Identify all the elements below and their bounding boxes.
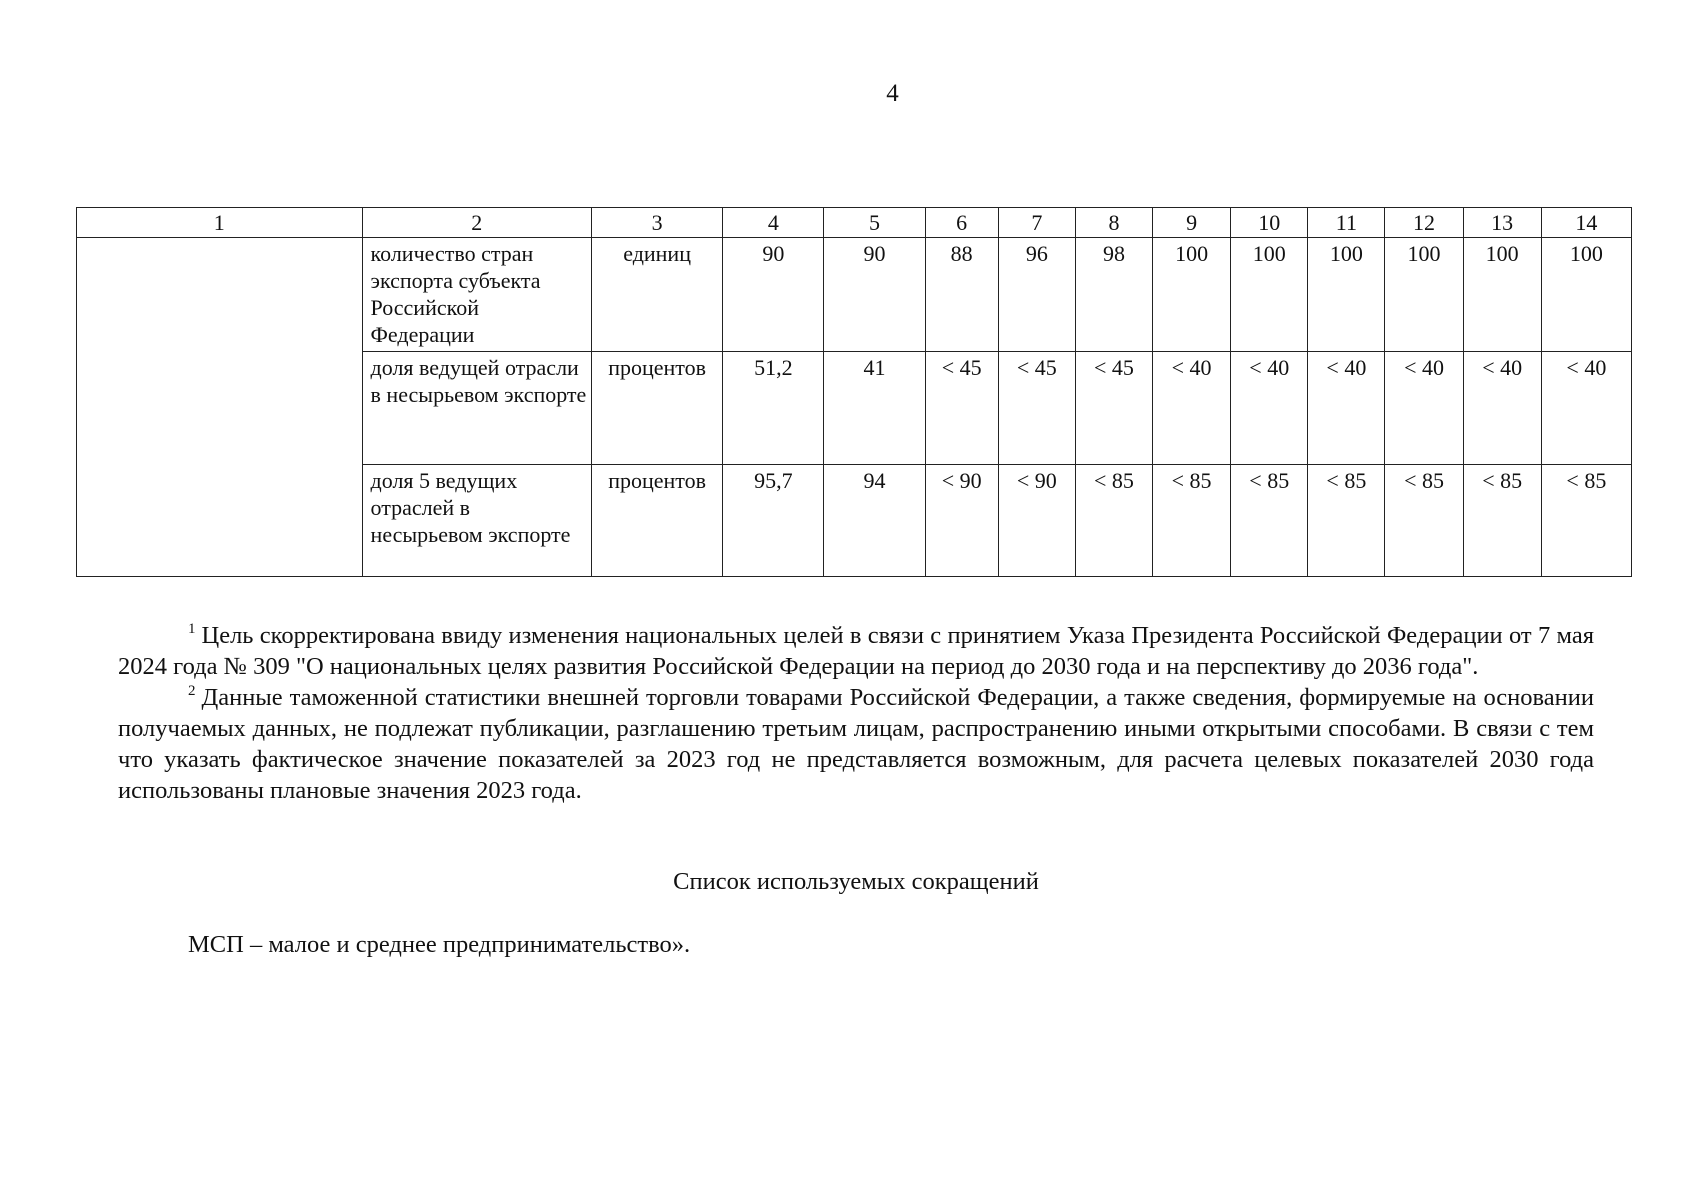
unit-cell: единиц bbox=[591, 238, 722, 352]
unit-cell: процентов bbox=[591, 465, 722, 577]
column-header: 7 bbox=[998, 208, 1075, 238]
indicator-name: доля ведущей отрасли в несырьевом экспорте bbox=[362, 352, 591, 465]
value-cell: < 85 bbox=[1153, 465, 1231, 577]
column-header: 5 bbox=[824, 208, 925, 238]
indicator-name: количество стран экспорта субъекта Российской Федерации bbox=[362, 238, 591, 352]
value-cell: 100 bbox=[1463, 238, 1541, 352]
column-header: 10 bbox=[1231, 208, 1308, 238]
goal-cell-empty bbox=[77, 238, 363, 577]
value-cell: < 85 bbox=[1308, 465, 1385, 577]
value-cell: 94 bbox=[824, 465, 925, 577]
value-cell: 100 bbox=[1541, 238, 1631, 352]
column-header: 1 bbox=[77, 208, 363, 238]
indicator-name: доля 5 ведущих отраслей в несырьевом экспорте bbox=[362, 465, 591, 577]
column-header: 4 bbox=[723, 208, 824, 238]
value-cell: < 90 bbox=[998, 465, 1075, 577]
footnote-mark: 1 bbox=[188, 621, 196, 637]
value-cell: 98 bbox=[1075, 238, 1152, 352]
value-cell: < 45 bbox=[925, 352, 998, 465]
abbreviations-title: Список используемых сокращений bbox=[673, 868, 1039, 895]
value-cell: 88 bbox=[925, 238, 998, 352]
footnote-text: Данные таможенной статистики внешней торговли товарами Российской Федерации, а также сведения, формируемые на основании получаемых данных, не подлежат публикации, разглашению третьим лицам, распространению иными открытыми способами. В связи с тем что указать фактическое значение показателей за 2023 год не представляется возможным, для расчета целевых показателей 2030 года использованы плановые значения 2023 года. bbox=[118, 684, 1594, 804]
value-cell: < 85 bbox=[1463, 465, 1541, 577]
table-header-row bbox=[77, 208, 1632, 238]
table-row bbox=[77, 238, 1632, 352]
column-header: 11 bbox=[1308, 208, 1385, 238]
column-header: 9 bbox=[1153, 208, 1231, 238]
value-cell: < 40 bbox=[1231, 352, 1308, 465]
value-cell: < 90 bbox=[925, 465, 998, 577]
value-cell: 51,2 bbox=[723, 352, 824, 465]
footnote bbox=[118, 682, 1594, 806]
footnote bbox=[118, 620, 1594, 682]
footnote-mark: 2 bbox=[188, 683, 196, 699]
column-header: 6 bbox=[925, 208, 998, 238]
value-cell: 90 bbox=[723, 238, 824, 352]
column-header: 2 bbox=[362, 208, 591, 238]
unit-cell: процентов bbox=[591, 352, 722, 465]
column-header: 3 bbox=[591, 208, 722, 238]
value-cell: < 85 bbox=[1075, 465, 1152, 577]
value-cell: < 40 bbox=[1308, 352, 1385, 465]
value-cell: < 40 bbox=[1463, 352, 1541, 465]
value-cell: < 85 bbox=[1385, 465, 1463, 577]
value-cell: 100 bbox=[1385, 238, 1463, 352]
value-cell: 90 bbox=[824, 238, 925, 352]
value-cell: 100 bbox=[1231, 238, 1308, 352]
value-cell: 96 bbox=[998, 238, 1075, 352]
column-header: 12 bbox=[1385, 208, 1463, 238]
value-cell: 100 bbox=[1308, 238, 1385, 352]
value-cell: < 40 bbox=[1541, 352, 1631, 465]
indicators-table bbox=[76, 207, 1632, 577]
value-cell: 41 bbox=[824, 352, 925, 465]
value-cell: < 45 bbox=[998, 352, 1075, 465]
footnote-text: Цель скорректирована ввиду изменения национальных целей в связи с принятием Указа Президента Российской Федерации от 7 мая 2024 года № 309 "О национальных целях развития Российской Федерации на период до 2030 года и на перспективу до 2036 года". bbox=[118, 622, 1594, 680]
footnotes bbox=[118, 620, 1594, 806]
value-cell: < 85 bbox=[1541, 465, 1631, 577]
page-number: 4 bbox=[886, 80, 899, 107]
value-cell: 95,7 bbox=[723, 465, 824, 577]
value-cell: < 40 bbox=[1153, 352, 1231, 465]
value-cell: 100 bbox=[1153, 238, 1231, 352]
value-cell: < 85 bbox=[1231, 465, 1308, 577]
abbreviation-item: МСП – малое и среднее предпринимательство». bbox=[188, 931, 691, 958]
column-header: 14 bbox=[1541, 208, 1631, 238]
column-header: 8 bbox=[1075, 208, 1152, 238]
value-cell: < 45 bbox=[1075, 352, 1152, 465]
column-header: 13 bbox=[1463, 208, 1541, 238]
value-cell: < 40 bbox=[1385, 352, 1463, 465]
